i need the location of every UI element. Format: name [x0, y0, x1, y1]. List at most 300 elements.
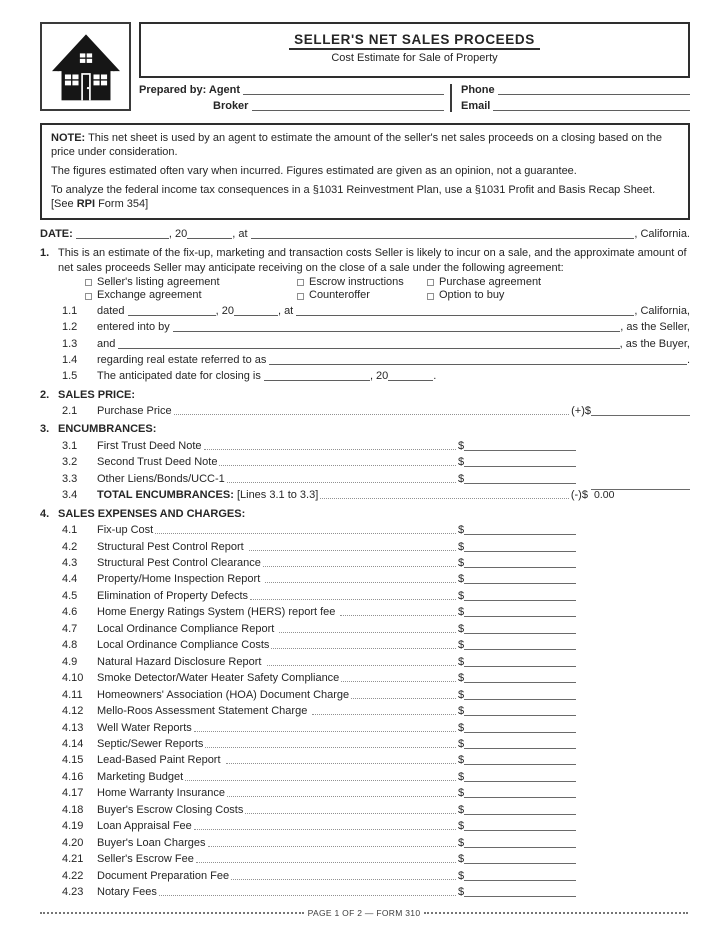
- dotted-leader: [196, 862, 456, 863]
- item-label: Homeowners' Association (HOA) Document Charge: [97, 688, 350, 701]
- amount-field[interactable]: [591, 415, 690, 416]
- item-number: 4.7: [62, 622, 78, 635]
- title-box: [139, 22, 690, 78]
- section-2-header: [40, 387, 690, 403]
- item-label: Septic/Sewer Reports: [97, 737, 204, 750]
- currency-prefix: $: [458, 589, 465, 602]
- section-title: SALES PRICE:: [58, 388, 136, 401]
- dotted-leader: [208, 846, 457, 847]
- item-left: [62, 522, 458, 538]
- currency-prefix: $: [458, 705, 465, 718]
- dotted-leader: [265, 582, 456, 583]
- amount-field[interactable]: [464, 682, 576, 683]
- item-left: [62, 539, 458, 555]
- dotted-leader: [204, 449, 456, 450]
- checkbox-label: Seller's listing agreement: [97, 275, 220, 288]
- amount-field[interactable]: [464, 551, 576, 552]
- currency-prefix: $: [458, 573, 465, 586]
- item-label: Structural Pest Control Clearance: [97, 556, 261, 569]
- form-line-item: [40, 403, 690, 419]
- checkbox-label: Counteroffer: [309, 289, 370, 302]
- vertical-divider: [450, 84, 452, 112]
- item-number: 4.9: [62, 655, 78, 668]
- item-number: 4.1: [62, 524, 78, 537]
- blank-field[interactable]: [498, 94, 690, 95]
- item-number: 4.10: [62, 672, 84, 685]
- item-left: [62, 637, 458, 653]
- section-1: [40, 246, 690, 385]
- item-label: Buyer's Loan Charges: [97, 836, 206, 849]
- blank-field[interactable]: [234, 315, 278, 316]
- item-number: 4.5: [62, 589, 78, 602]
- item-label: Home Energy Ratings System (HERS) report fee: [97, 606, 339, 619]
- form-line-item: [40, 687, 690, 703]
- dotted-leader: [155, 533, 456, 534]
- dotted-leader: [194, 829, 456, 830]
- currency-prefix: $: [458, 869, 465, 882]
- note-box: [40, 123, 690, 220]
- checkbox-icon[interactable]: [427, 293, 434, 300]
- agreement-checkboxes: [40, 276, 690, 304]
- item-label: Second Trust Deed Note: [97, 456, 218, 469]
- item-number: 4.11: [62, 688, 83, 701]
- amount-field[interactable]: [464, 814, 576, 815]
- checkbox-icon[interactable]: [85, 279, 92, 286]
- field-label: The anticipated date for closing is: [97, 370, 264, 383]
- item-number: 4.18: [62, 803, 84, 816]
- currency-prefix: $: [458, 754, 465, 767]
- currency-prefix: $: [458, 472, 465, 485]
- amount-field[interactable]: [464, 732, 576, 733]
- dotted-leader: [174, 414, 570, 415]
- field-label: , at: [277, 305, 297, 318]
- currency-prefix: $: [458, 853, 465, 866]
- dotted-leader: [245, 813, 456, 814]
- form-line-item: [40, 720, 690, 736]
- form-title: SELLER'S NET SALES PROCEEDS: [289, 32, 540, 50]
- form-line-item: [40, 571, 690, 587]
- item-left: [62, 403, 571, 419]
- field-label: , 20: [215, 305, 234, 318]
- item-left: [62, 769, 458, 785]
- section-1-intro: [40, 246, 690, 276]
- form-line-item: [40, 555, 690, 571]
- form-line-item: [40, 802, 690, 818]
- checkbox-icon[interactable]: [427, 279, 434, 286]
- amount-field[interactable]: [464, 600, 576, 601]
- item-number: 4.13: [62, 721, 84, 734]
- note-label: NOTE:: [51, 132, 86, 144]
- item-number: 4.6: [62, 606, 78, 619]
- dotted-leader: [320, 498, 569, 499]
- header-right: [139, 22, 690, 114]
- blank-field[interactable]: [243, 94, 444, 95]
- amount-field[interactable]: [464, 583, 576, 584]
- field-label: and: [97, 337, 119, 350]
- blank-field[interactable]: [269, 364, 687, 365]
- currency-prefix: $: [458, 606, 465, 619]
- item-label: Elimination of Property Defects: [97, 589, 249, 602]
- item-label: Home Warranty Insurance: [97, 787, 225, 800]
- item-label: Mello-Roos Assessment Statement Charge: [97, 705, 311, 718]
- blank-field[interactable]: [173, 331, 620, 332]
- item-label: Lead-Based Paint Report: [97, 754, 224, 767]
- item-left: [62, 752, 458, 768]
- item-number: 4.15: [62, 754, 84, 767]
- form-header: [40, 22, 690, 114]
- section-4-items: [40, 522, 690, 900]
- phone-line: [461, 83, 690, 99]
- prepared-by-right: [461, 83, 690, 114]
- section-title: ENCUMBRANCES:: [58, 423, 157, 436]
- blank-field[interactable]: [493, 110, 690, 111]
- item-label: Natural Hazard Disclosure Report: [97, 655, 265, 668]
- form-line-item: [40, 654, 690, 670]
- form-line-item: [40, 487, 690, 503]
- amount-field[interactable]: [464, 781, 576, 782]
- dotted-leader: [219, 465, 456, 466]
- field-label: regarding real estate referred to as: [97, 353, 270, 366]
- dotted-leader: [227, 482, 456, 483]
- form-line-item: [40, 604, 690, 620]
- currency-prefix: $: [458, 556, 465, 569]
- dotted-leader: [312, 714, 456, 715]
- item-left: [62, 687, 458, 703]
- amount-field[interactable]: [464, 616, 576, 617]
- amount-field[interactable]: [464, 666, 576, 667]
- item-number: 4.4: [62, 573, 78, 586]
- dotted-leader: [279, 632, 456, 633]
- currency-prefix: $: [458, 540, 465, 553]
- section-1-intro-text: This is an estimate of the fix-up, marketing and transaction costs Seller is likely to incur on a sale, and the approximate amount of net sales proceeds Seller may anticipate receiving on the close of a sale under the following agreement:: [58, 246, 687, 274]
- section-4-header: [40, 506, 690, 522]
- form-line-item: [40, 637, 690, 653]
- item-number: 4.17: [62, 787, 84, 800]
- currency-prefix: $: [458, 639, 465, 652]
- blank-field[interactable]: [118, 348, 619, 349]
- checkbox-icon[interactable]: [297, 279, 304, 286]
- item-number: 3.1: [62, 439, 78, 452]
- checkbox-label: Escrow instructions: [309, 275, 404, 288]
- amount-field[interactable]: [464, 748, 576, 749]
- checkbox-option[interactable]: [427, 289, 504, 303]
- blank-field[interactable]: [76, 238, 169, 239]
- note-text-3: To analyze the federal income tax consequences in a §1031 Reinvestment Plan, use a §1031 Profit and Basis Recap Sheet. [See: [51, 184, 656, 210]
- checkbox-option[interactable]: [427, 276, 541, 290]
- item-left: [62, 454, 458, 470]
- form-line-item: [40, 336, 690, 352]
- form-line-item: [40, 884, 690, 900]
- item-left: [62, 604, 458, 620]
- field-label: , California,: [634, 305, 690, 318]
- currency-prefix: $: [458, 524, 465, 537]
- checkbox-option[interactable]: [297, 276, 427, 290]
- item-label: Smoke Detector/Water Heater Safety Compliance: [97, 672, 340, 685]
- currency-prefix: $: [458, 803, 465, 816]
- form-line-item: [40, 319, 690, 335]
- section-3: [40, 421, 690, 503]
- item-number: 4.23: [62, 886, 84, 899]
- dotted-leader: [231, 879, 456, 880]
- amount-field[interactable]: [464, 830, 576, 831]
- form-line-item: [40, 588, 690, 604]
- form-line-item: [40, 752, 690, 768]
- amount-field[interactable]: [464, 450, 576, 451]
- amount-field[interactable]: [464, 797, 576, 798]
- field-label: , as the Seller,: [620, 321, 690, 334]
- currency-prefix: $: [458, 456, 465, 469]
- section-3-header: [40, 421, 690, 437]
- item-label: Notary Fees: [97, 886, 157, 899]
- section-number: 1.: [40, 246, 50, 259]
- form-line-item: [40, 851, 690, 867]
- dotted-leader: [271, 648, 456, 649]
- item-left: [62, 884, 458, 900]
- form-line-item: [40, 736, 690, 752]
- item-number: 4.16: [62, 770, 84, 783]
- field-label: , at: [232, 228, 251, 240]
- checkbox-label: Option to buy: [439, 289, 505, 302]
- field-label: .: [686, 353, 690, 366]
- form-line-item: [40, 621, 690, 637]
- form-line-item: [40, 670, 690, 686]
- item-number: 4.8: [62, 639, 78, 652]
- item-number: 4.12: [62, 705, 84, 718]
- amount-field[interactable]: [464, 483, 576, 484]
- section-2-items: [40, 403, 690, 419]
- dotted-leader: [249, 550, 456, 551]
- checkbox-icon[interactable]: [297, 293, 304, 300]
- form-line-item: [40, 703, 690, 719]
- form-line-item: [40, 454, 690, 470]
- field-label: Broker: [213, 99, 252, 112]
- footer-page-info: PAGE 1 OF 2 — FORM 310: [307, 908, 421, 918]
- amount-field[interactable]: [464, 633, 576, 634]
- currency-prefix: (+)$: [571, 404, 591, 417]
- form-line-item: [40, 785, 690, 801]
- amount-field[interactable]: [464, 715, 576, 716]
- blank-field[interactable]: [128, 315, 216, 316]
- field-label: , as the Buyer,: [619, 337, 690, 350]
- section-4: [40, 506, 690, 901]
- dotted-leader: [185, 780, 456, 781]
- field-label: .: [433, 370, 437, 383]
- form-line-item: [40, 471, 690, 487]
- item-left: [62, 571, 458, 587]
- item-number: 4.20: [62, 836, 84, 849]
- currency-prefix: $: [458, 721, 465, 734]
- checkbox-row: [40, 289, 690, 303]
- blank-field[interactable]: [264, 380, 370, 381]
- currency-prefix: $: [458, 688, 465, 701]
- dotted-leader: [341, 681, 456, 682]
- blank-field[interactable]: [251, 238, 635, 239]
- currency-prefix: (-)$: [570, 489, 591, 502]
- dotted-leader: [205, 747, 456, 748]
- item-left: [62, 588, 458, 604]
- form-line-item: [40, 539, 690, 555]
- form-line-item: [40, 303, 690, 319]
- checkbox-row: [40, 276, 690, 290]
- amount-field[interactable]: [464, 649, 576, 650]
- dotted-leader: [267, 665, 456, 666]
- form-line-item: [40, 522, 690, 538]
- form-line-item: [40, 352, 690, 368]
- amount-field[interactable]: [464, 764, 576, 765]
- item-number: 4.19: [62, 820, 84, 833]
- currency-prefix: $: [458, 886, 465, 899]
- item-left: [62, 670, 458, 686]
- section-title: SALES EXPENSES AND CHARGES:: [58, 507, 246, 520]
- amount-field[interactable]: [464, 880, 576, 881]
- item-left: [62, 555, 458, 571]
- section-2: [40, 387, 690, 420]
- item-left: [62, 621, 458, 637]
- item-left: [62, 654, 458, 670]
- currency-prefix: $: [458, 737, 465, 750]
- field-label: DATE:: [40, 228, 76, 240]
- note-paragraph-1: [51, 131, 679, 159]
- broker-line: [139, 99, 444, 115]
- checkbox-option[interactable]: [85, 276, 297, 290]
- section-3-items: [40, 438, 690, 504]
- agent-line: [139, 83, 444, 99]
- currency-prefix: $: [458, 439, 465, 452]
- item-left: [62, 818, 458, 834]
- section-1-items: [40, 303, 690, 384]
- email-line: [461, 99, 690, 115]
- item-label: Local Ordinance Compliance Report: [97, 622, 278, 635]
- form-line-item: [40, 818, 690, 834]
- item-number: 1.3: [62, 337, 78, 350]
- item-label: Buyer's Escrow Closing Costs: [97, 803, 244, 816]
- footer-dotted-rule-left: [40, 912, 304, 914]
- rpi-label: RPI: [76, 198, 96, 210]
- form-line-item: [40, 835, 690, 851]
- amount-field[interactable]: [464, 534, 576, 535]
- item-number: 3.2: [62, 456, 78, 469]
- field-label: , California.: [634, 228, 690, 240]
- item-label: Fix-up Cost: [97, 524, 154, 537]
- item-left: [62, 851, 458, 867]
- item-label: [Lines 3.1 to 3.3]: [233, 489, 319, 502]
- dotted-leader: [159, 895, 456, 896]
- checkbox-label: Purchase agreement: [439, 275, 542, 288]
- item-label: First Trust Deed Note: [97, 439, 202, 452]
- currency-prefix: $: [458, 672, 465, 685]
- item-left: [62, 802, 458, 818]
- item-left: [62, 835, 458, 851]
- blank-field[interactable]: [388, 380, 433, 381]
- item-label-bold: TOTAL ENCUMBRANCES:: [97, 489, 234, 502]
- field-label: Prepared by: Agent: [139, 84, 244, 96]
- checkbox-option[interactable]: [85, 289, 297, 303]
- form-subtitle: Cost Estimate for Sale of Property: [331, 52, 498, 64]
- note-text-1: This net sheet is used by an agent to estimate the amount of the seller's net sales proceeds on a closing based on the price under consideration.: [51, 132, 662, 158]
- footer-dotted-rule-right: [424, 912, 688, 914]
- item-left: [62, 785, 458, 801]
- field-label: dated: [97, 305, 128, 318]
- section-number: 4.: [40, 507, 50, 520]
- house-icon: [52, 32, 120, 102]
- amount-field[interactable]: [464, 567, 576, 568]
- form-line-item: [40, 368, 690, 384]
- field-label: , 20: [369, 370, 389, 383]
- field-label: , 20: [168, 228, 188, 240]
- amount-field[interactable]: [591, 489, 690, 502]
- blank-field[interactable]: [187, 238, 232, 239]
- form-line-item: [40, 769, 690, 785]
- amount-field[interactable]: [464, 466, 576, 467]
- item-number: 4.2: [62, 540, 78, 553]
- dotted-leader: [351, 698, 456, 699]
- dotted-leader: [263, 566, 456, 567]
- item-number: 4.3: [62, 556, 78, 569]
- note-text-3b: Form 354]: [95, 198, 149, 210]
- item-left: [62, 487, 571, 503]
- item-left: [62, 720, 458, 736]
- note-paragraph-2: [51, 164, 679, 178]
- item-label: Purchase Price: [97, 404, 172, 417]
- currency-prefix: $: [458, 622, 465, 635]
- currency-prefix: $: [458, 787, 465, 800]
- dotted-leader: [227, 796, 456, 797]
- item-left: [62, 736, 458, 752]
- item-left: [62, 471, 458, 487]
- field-label: Email: [461, 99, 494, 112]
- page-footer: [40, 908, 688, 918]
- amount-field[interactable]: [464, 699, 576, 700]
- item-left: [62, 438, 458, 454]
- field-label: entered into by: [97, 321, 173, 334]
- blank-field[interactable]: [296, 315, 634, 316]
- checkbox-icon[interactable]: [85, 293, 92, 300]
- item-label: Seller's Escrow Fee: [97, 853, 194, 866]
- item-number: 1.1: [62, 305, 78, 318]
- dotted-leader: [250, 599, 456, 600]
- amount-field[interactable]: [464, 896, 576, 897]
- dotted-leader: [340, 615, 456, 616]
- item-number: 4.21: [62, 853, 84, 866]
- checkbox-option[interactable]: [297, 289, 427, 303]
- item-label: Loan Appraisal Fee: [97, 820, 192, 833]
- currency-prefix: $: [458, 820, 465, 833]
- item-label: Document Preparation Fee: [97, 869, 230, 882]
- item-number: 2.1: [62, 404, 78, 417]
- amount-field[interactable]: [464, 847, 576, 848]
- item-number: 4.22: [62, 869, 84, 882]
- form-line-item: [40, 868, 690, 884]
- item-label: Structural Pest Control Report: [97, 540, 247, 553]
- amount-field[interactable]: [464, 863, 576, 864]
- item-number: 3.3: [62, 472, 78, 485]
- item-number: 1.4: [62, 353, 78, 366]
- field-label: Phone: [461, 84, 498, 96]
- item-label: Local Ordinance Compliance Costs: [97, 639, 270, 652]
- item-number: 4.14: [62, 737, 84, 750]
- currency-prefix: $: [458, 836, 465, 849]
- blank-field[interactable]: [252, 110, 444, 111]
- prepared-by-section: [139, 83, 690, 114]
- note-text-2: The figures estimated often vary when incurred. Figures estimated are given as an opinion, not a guarantee.: [51, 165, 577, 177]
- section-number: 3.: [40, 423, 50, 436]
- amount-value: 0.00: [594, 489, 615, 502]
- item-left: [62, 868, 458, 884]
- item-left: [62, 703, 458, 719]
- dotted-leader: [194, 731, 456, 732]
- prepared-by-left: [139, 83, 444, 114]
- section-number: 2.: [40, 388, 50, 401]
